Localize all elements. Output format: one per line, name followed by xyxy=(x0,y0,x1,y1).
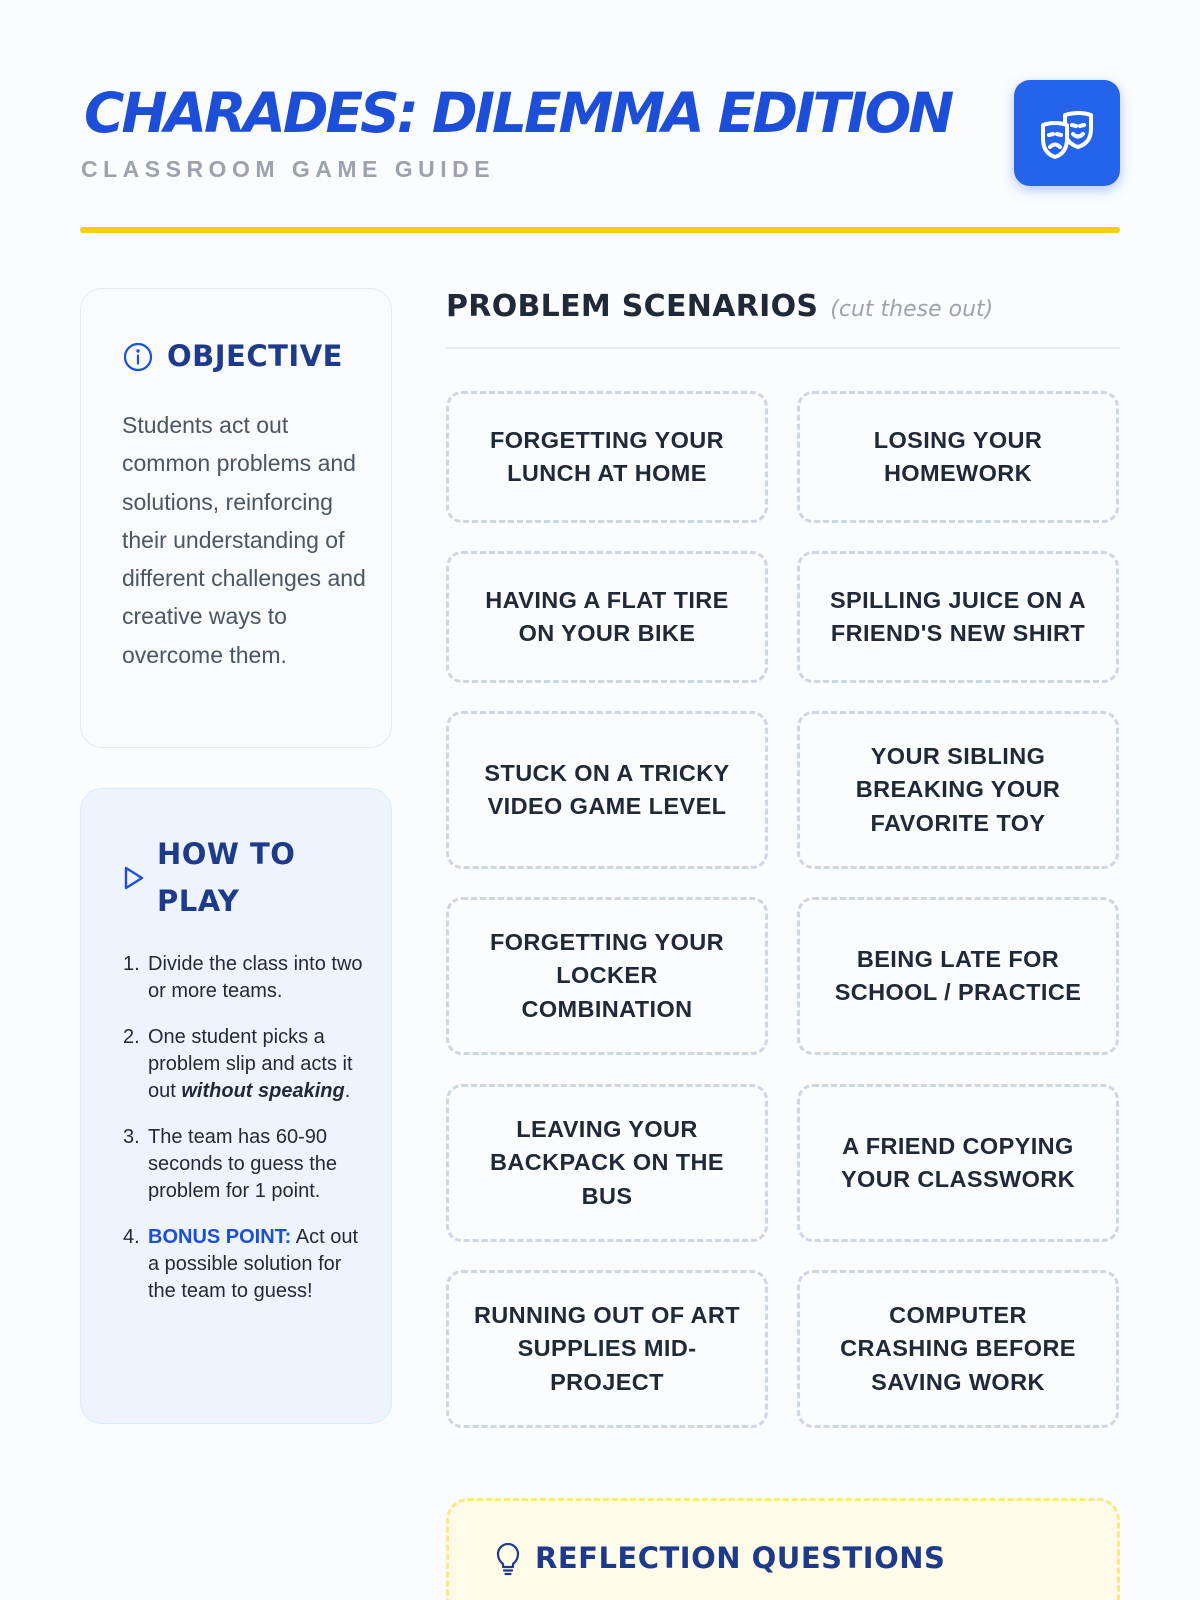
scenario-slip: YOUR SIBLING BREAKING YOUR FAVORITE TOY xyxy=(797,711,1119,869)
step-item: 4. BONUS POINT: Act out a possible solution for the team to guess! xyxy=(123,1226,359,1302)
step-emphasis: without speaking xyxy=(181,1080,345,1102)
reflection-heading: REFLECTION QUESTIONS xyxy=(535,1541,946,1575)
info-icon xyxy=(123,342,153,372)
scenario-slip: A FRIEND COPYING YOUR CLASSWORK xyxy=(797,1084,1119,1242)
page-title: CHARADES: DILEMMA EDITION xyxy=(84,81,952,145)
objective-text: Students act out common problems and solutions, reinforcing their understanding of different challenges and creative ways to overcome them. xyxy=(122,412,366,668)
page-subtitle: CLASSROOM GAME GUIDE xyxy=(81,156,496,182)
scenario-slip: BEING LATE FOR SCHOOL / PRACTICE xyxy=(797,897,1119,1055)
scenario-slip: COMPUTER CRASHING BEFORE SAVING WORK xyxy=(797,1270,1119,1428)
scenario-slip: LOSING YOUR HOMEWORK xyxy=(797,391,1119,523)
theater-masks-icon xyxy=(1035,101,1099,165)
scenarios-title: PROBLEM SCENARIOS xyxy=(446,289,819,324)
objective-card xyxy=(80,288,392,748)
page-header xyxy=(80,78,1120,188)
scenario-slip: RUNNING OUT OF ART SUPPLIES MID-PROJECT xyxy=(446,1270,768,1428)
lightbulb-icon xyxy=(495,1542,521,1576)
steps-list xyxy=(123,951,363,1324)
scenario-slip: SPILLING JUICE ON A FRIEND'S NEW SHIRT xyxy=(797,551,1119,683)
play-icon xyxy=(123,865,145,891)
scenario-slip: STUCK ON A TRICKY VIDEO GAME LEVEL xyxy=(446,711,768,869)
scenario-slip: LEAVING YOUR BACKPACK ON THE BUS xyxy=(446,1084,768,1242)
scenarios-note: (cut these out) xyxy=(830,297,994,322)
objective-header xyxy=(123,333,343,380)
step-item: 2. One student picks a problem slip and acts it out without speaking. xyxy=(123,1026,353,1102)
scenarios-divider xyxy=(446,347,1120,349)
logo-badge xyxy=(1014,80,1120,186)
how-to-play-heading: HOW TO PLAY xyxy=(157,837,296,918)
reflection-header xyxy=(495,1535,945,1582)
scenario-slip: FORGETTING YOUR LOCKER COMBINATION xyxy=(446,897,768,1055)
header-divider xyxy=(80,227,1120,233)
reflection-card xyxy=(446,1498,1120,1600)
bonus-label: BONUS POINT: xyxy=(148,1226,292,1248)
step-item: 3. The team has 60-90 seconds to guess the problem for 1 point. xyxy=(123,1126,338,1202)
how-to-play-header xyxy=(123,831,307,925)
scenario-slip: HAVING A FLAT TIRE ON YOUR BIKE xyxy=(446,551,768,683)
objective-heading: OBJECTIVE xyxy=(167,339,343,373)
scenario-slip: FORGETTING YOUR LUNCH AT HOME xyxy=(446,391,768,523)
scenarios-header xyxy=(446,289,993,324)
how-to-play-card xyxy=(80,788,392,1424)
step-item: 1. Divide the class into two or more teams. xyxy=(123,953,363,1002)
